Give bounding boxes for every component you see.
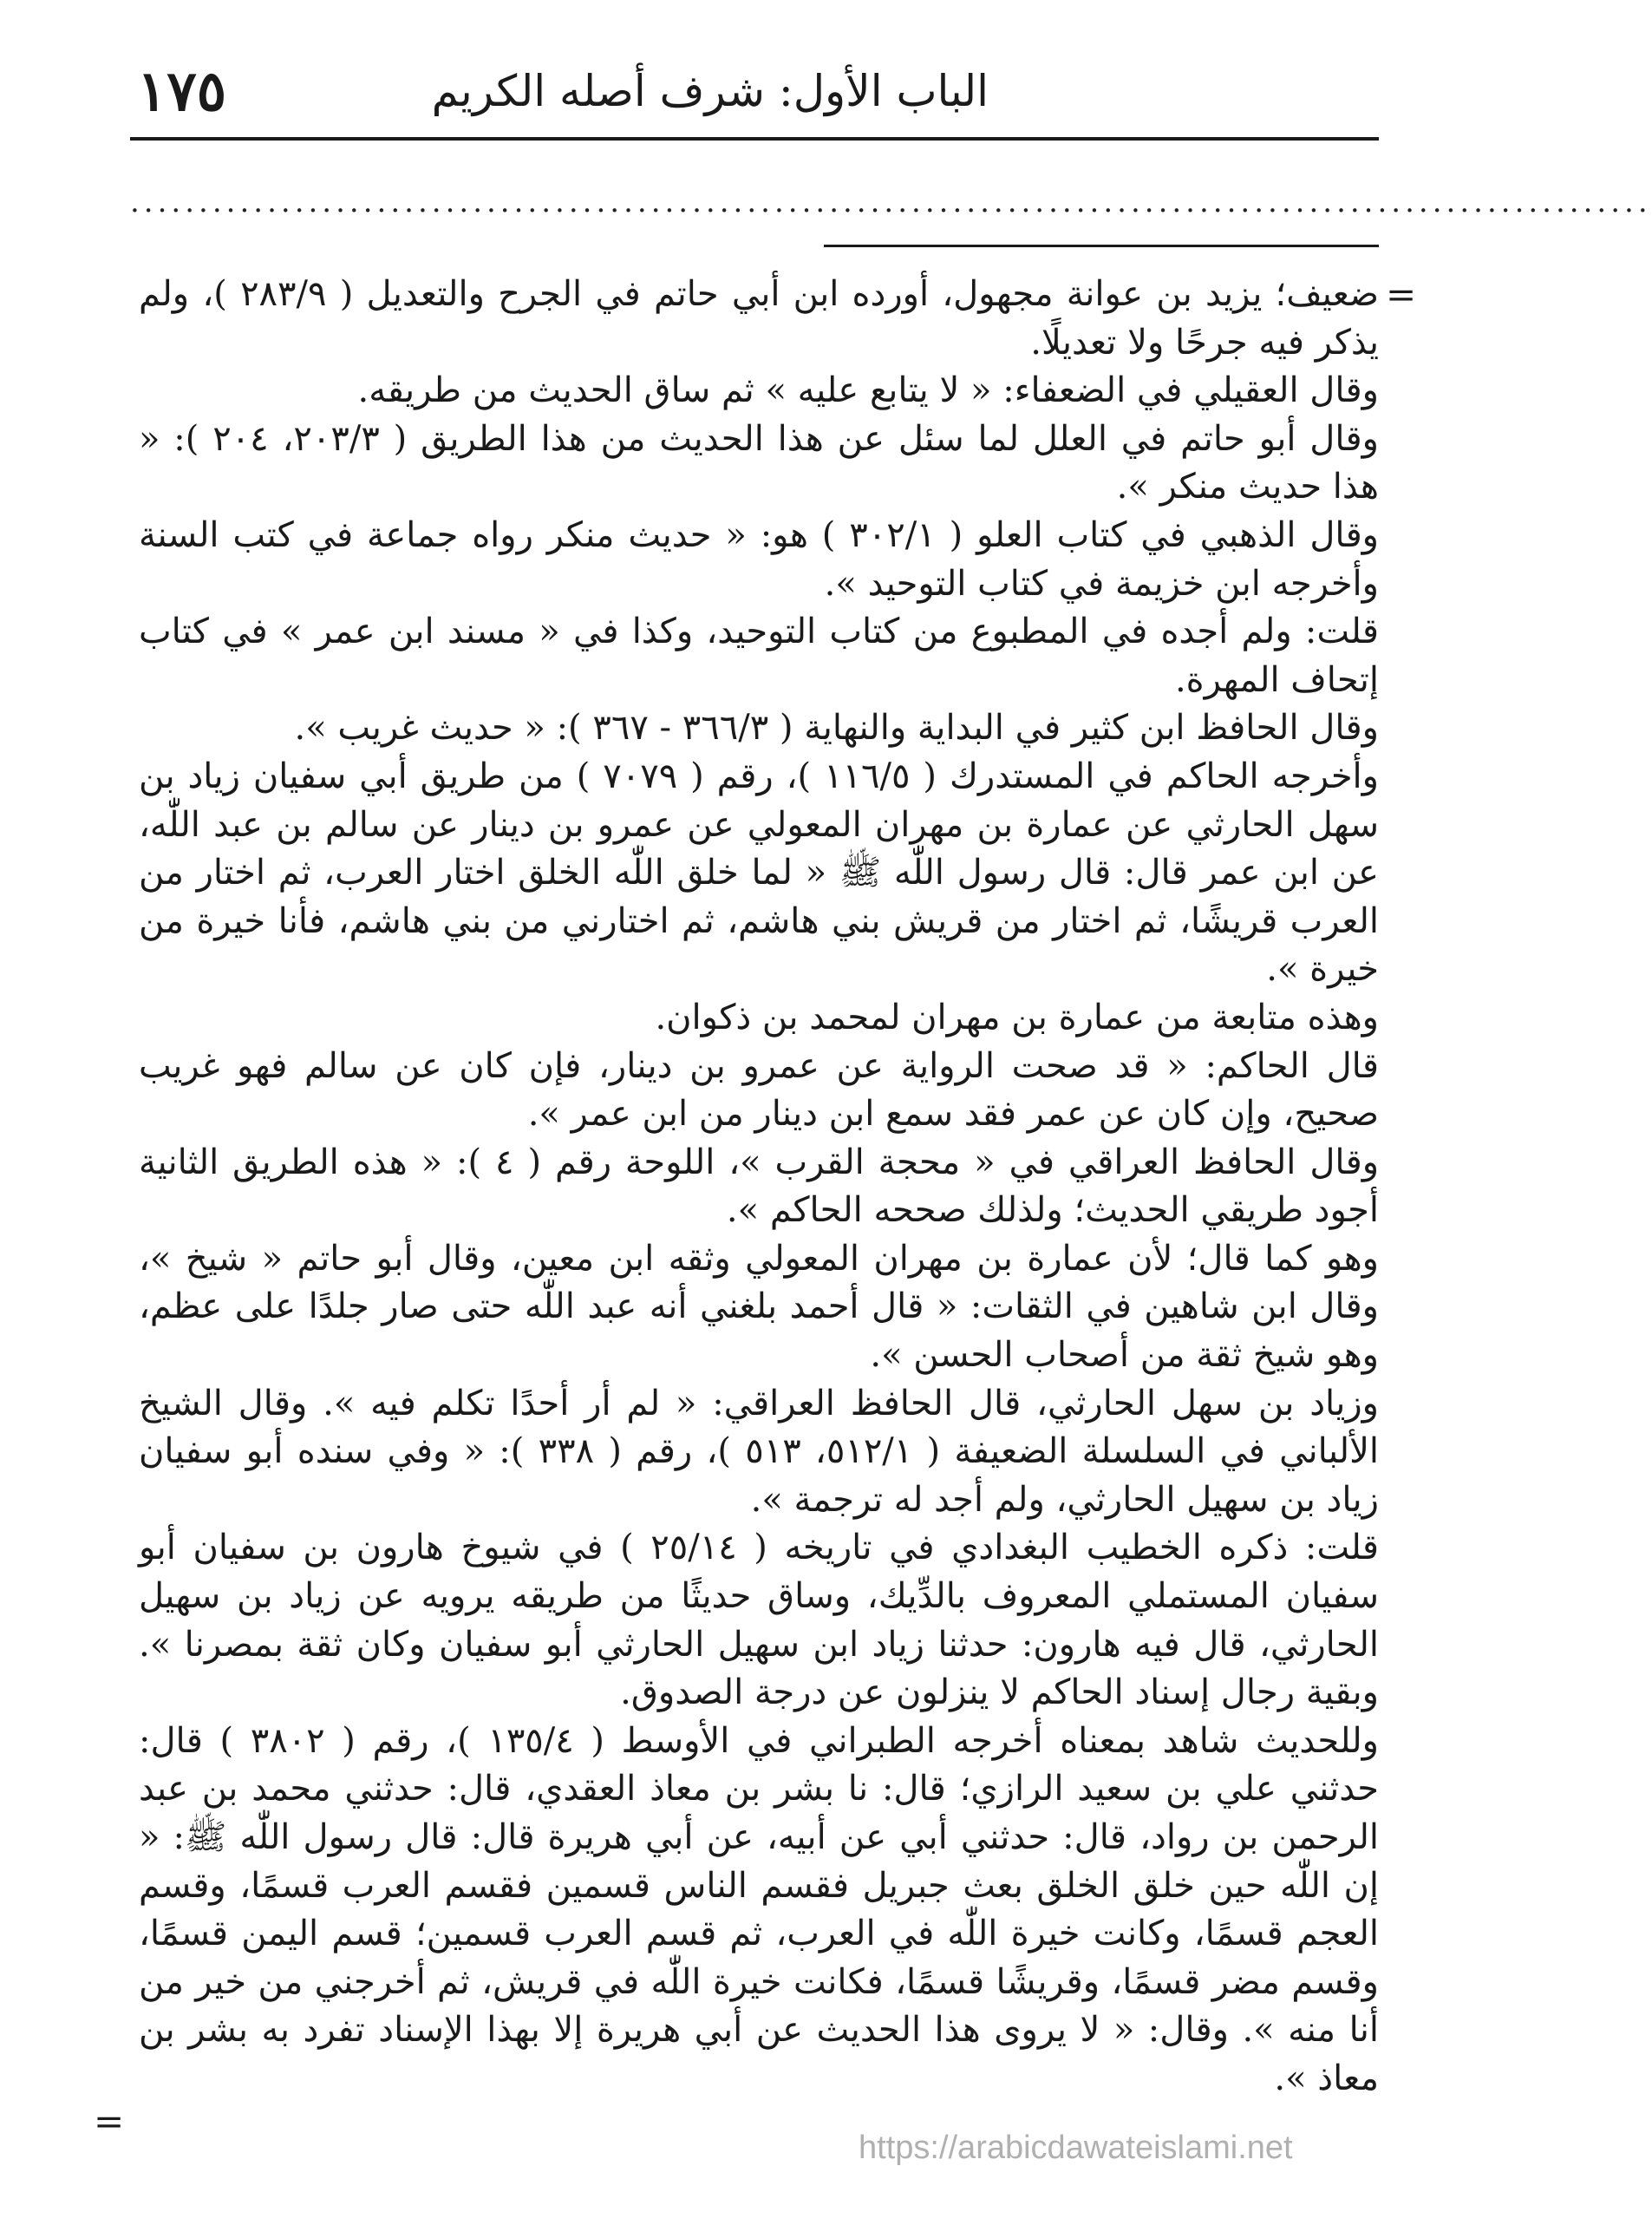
footnote-paragraph: وقال الذهبي في كتاب العلو ( ٣٠٢/١ ) هو: « حديث منكر رواه جماعة في كتب السنة وأخرجه ابن خزيمة في كتاب التوحيد ». <box>139 514 1380 604</box>
footnote-paragraph: وهذه متابعة من عمارة بن مهران لمحمد بن ذكوان. <box>655 997 1379 1037</box>
footnote-paragraph: وقال العقيلي في الضعفاء: « لا يتابع عليه » ثم ساق الحديث من طريقه. <box>357 370 1379 411</box>
footnote-paragraph: وللحديث شاهد بمعناه أخرجه الطبراني في الأوسط ( ١٣٥/٤ )، رقم ( ٣٨٠٢ ) قال: حدثني علي بن سعيد الرازي؛ قال: نا بشر بن معاذ العقدي، قال: حدثني محمد بن عبد الرحمن بن رواد، قال: حدثني أبي عن أبيه، عن أبي هريرة قال: قال رسول اللّٰه ﷺ: « إن اللّٰه حين خلق الخلق بعث جبريل فقسم الناس قسمين فقسم العرب قسمًا، وقسم العجم قسمًا، وكانت خيرة اللّٰه في العرب، ثم قسم العرب قسمين؛ قسم اليمن قسمًا، وقسم مضر قسمًا، وقريشًا قسمًا، فكانت خيرة اللّٰه في قريش، ثم أخرجني من خير من أنا منه ». وقال: « لا يروى هذا الحديث عن أبي هريرة إلا بهذا الإسناد تفرد به بشر بن معاذ ». <box>139 1720 1380 2098</box>
footnote-paragraph: وقال الحافظ العراقي في « محجة القرب »، اللوحة رقم ( ٤ ): « هذه الطريق الثانية أجود طريقي الحديث؛ ولذلك صححه الحاكم ». <box>139 1142 1380 1231</box>
footnote-paragraph: قال الحاكم: « قد صحت الرواية عن عمرو بن دينار، فإن كان عن سالم فهو غريب صحيح، وإن كان عن عمر فقد سمع ابن دينار من ابن عمر ». <box>139 1045 1379 1135</box>
chapter-title: الباب الأول: شرف أصله الكريم <box>431 66 989 116</box>
footnote-paragraph: وقال أبو حاتم في العلل لما سئل عن هذا الحديث من هذا الطريق ( ٢٠٣/٣، ٢٠٤ ): « هذا حديث منكر ». <box>139 418 1379 507</box>
page-header <box>130 59 1379 137</box>
watermark-url: https://arabicdawateislami.net <box>859 2130 1293 2166</box>
footnote-body <box>139 271 1379 2104</box>
footnote-paragraph: قلت: ولم أجده في المطبوع من كتاب التوحيد، وكذا في « مسند ابن عمر » في كتاب إتحاف المهرة. <box>139 612 1379 700</box>
page-number: ١٧٥ <box>137 59 227 124</box>
footnote-paragraph: قلت: ذكره الخطيب البغدادي في تاريخه ( ٢٥/١٤ ) في شيوخ هارون بن سفيان أبو سفيان المستملي المعروف بالدِّيك، وساق حديثًا من طريقه يرويه عن زياد بن سهيل الحارثي، قال فيه هارون: حدثنا زياد ابن سهيل الحارثي أبو سفيان وكان ثقة بمصرنا ». وبقية رجال إسناد الحاكم لا ينزلون عن درجة الصدوق. <box>139 1528 1379 1713</box>
footnote-separator <box>824 245 1379 247</box>
footnote-paragraph: وأخرجه الحاكم في المستدرك ( ١١٦/٥ )، رقم ( ٧٠٧٩ ) من طريق أبي سفيان زياد بن سهل الحارثي عن عمارة بن مهران المعولي عن عمرو بن دينار عن سالم بن عبد اللّٰه، عن ابن عمر قال: قال رسول اللّٰه ﷺ « لما خلق اللّٰه الخلق اختار العرب، ثم اختار من العرب قريشًا، ثم اختار من قريش بني هاشم، ثم اختارني من بني هاشم، فأنا خيرة من خيرة ». <box>139 756 1379 990</box>
footnote-paragraph: وقال الحافظ ابن كثير في البداية والنهاية ( ٣٦٦/٣ - ٣٦٧ ): « حديث غريب ». <box>294 708 1379 749</box>
main-text-placeholder-dots: ............................................................................................................... <box>130 185 1652 219</box>
continuation-mark: = <box>1386 273 1417 316</box>
continues-next-page-mark: = <box>94 2100 125 2143</box>
header-rule <box>130 137 1379 141</box>
footnote-paragraph: وزياد بن سهل الحارثي، قال الحافظ العراقي: « لم أر أحدًا تكلم فيه ». وقال الشيخ الألباني في السلسلة الضعيفة ( ٥١٢/١، ٥١٣ )، رقم ( ٣٣٨ ): « وفي سنده أبو سفيان زياد بن سهيل الحارثي، ولم أجد له ترجمة ». <box>139 1383 1380 1520</box>
footnote-paragraph: وهو كما قال؛ لأن عمارة بن مهران المعولي وثقه ابن معين، وقال أبو حاتم « شيخ »، وقال ابن شاهين في الثقات: « قال أحمد بلغني أنه عبد اللّٰه حتى صار جلدًا على عظم، وهو شيخ ثقة من أصحاب الحسن ». <box>139 1238 1379 1376</box>
footnote-paragraph: ضعيف؛ يزيد بن عوانة مجهول، أورده ابن أبي حاتم في الجرح والتعديل ( ٢٨٣/٩ )، ولم يذكر فيه جرحًا ولا تعديلًا. <box>139 274 1380 363</box>
